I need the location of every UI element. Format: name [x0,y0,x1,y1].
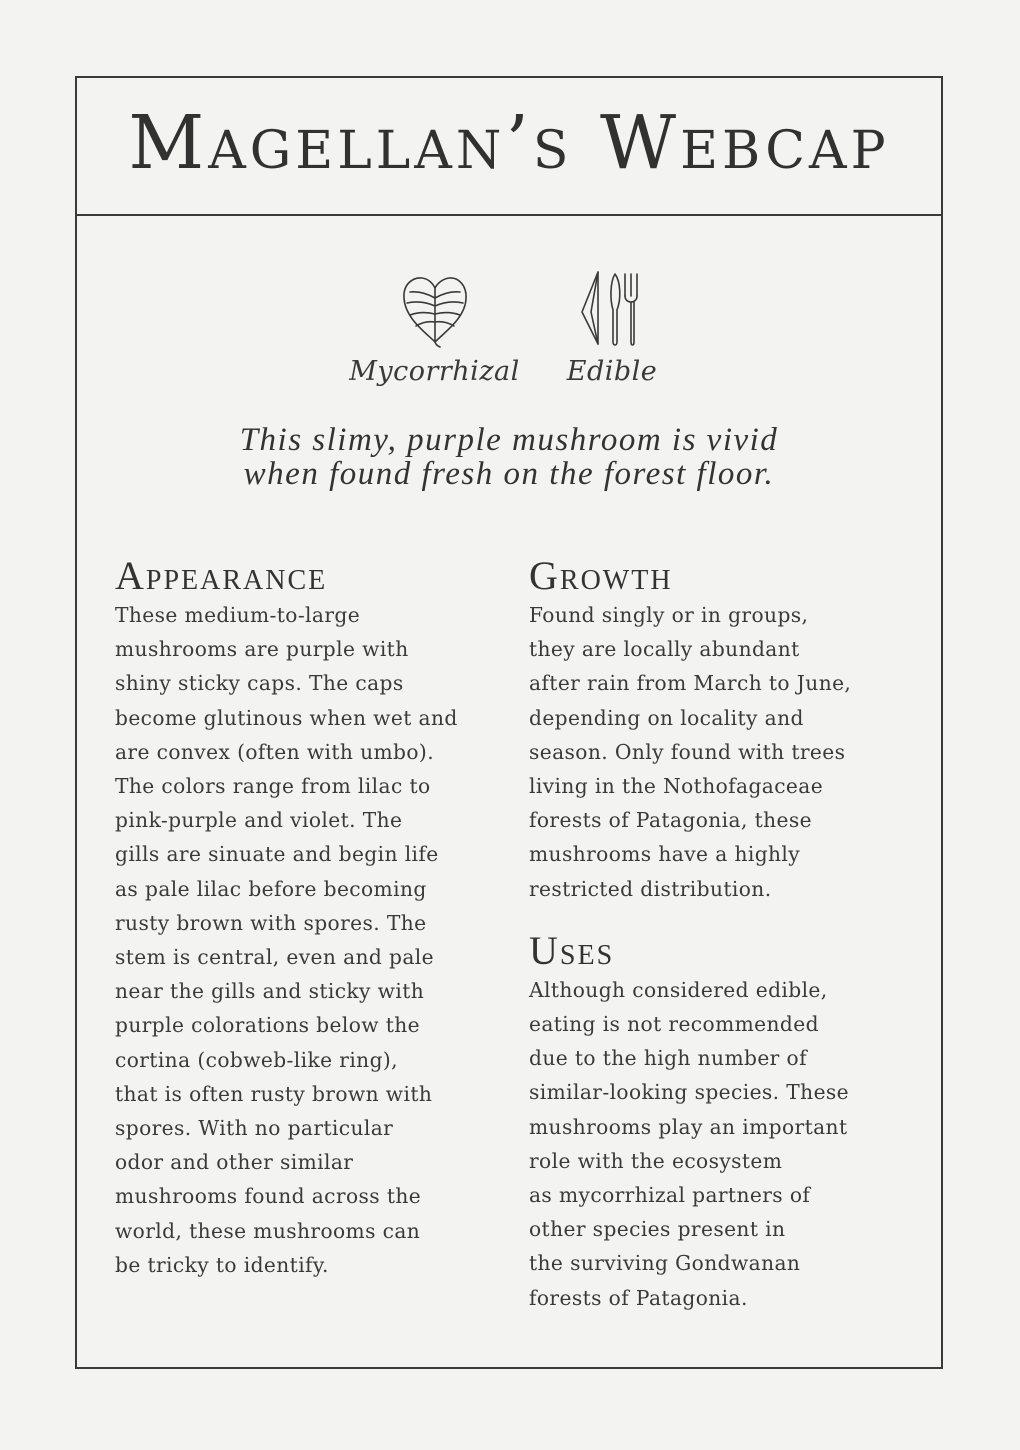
species-card [75,76,943,1369]
title-bar [77,78,941,216]
trait-mycorrhizal [347,268,522,387]
page-title: Magellan’s Webcap [128,100,890,186]
appearance-heading: Appearance [115,553,328,598]
growth-body: Found singly or in groups, they are locally abundant after rain from March to June, depending on locality and season. Only found with trees living in the Nothofagaceae forests of Patagonia, these mushrooms have a highly restricted distribution. [529,603,852,901]
trait-label-mycorrhizal: Mycorrhizal [349,356,520,387]
trait-label-edible: Edible [566,356,658,387]
right-column [529,553,919,1315]
trait-edible [547,268,677,387]
cutlery-icon [572,268,652,348]
uses-heading: Uses [529,927,615,973]
tagline [77,423,941,491]
trait-icons [77,268,941,408]
leaf-icon [395,268,475,348]
tagline-text: This slimy, purple mushroom is vivid when found fresh on the forest floor. [239,422,779,492]
growth-heading: Growth [529,553,673,598]
left-column [115,553,510,1282]
uses-body: Although considered edible, eating is not recommended due to the high number of similar-looking species. These mushrooms play an important role with the ecosystem as mycorrhizal partners of other species present in the surviving Gondwanan forests of Patagonia. [529,977,850,1310]
appearance-body: These medium-to-large mushrooms are purple with shiny sticky caps. The caps become glutinous when wet and are convex (often with umbo). The colors range from lilac to pink-purple and violet. The gills are sinuate and begin life as pale lilac before becoming rusty brown with spores. The stem is central, even and pale near the gills and sticky with purple colorations below the cortina (cobweb-like ring), that is often rusty brown with spores. With no particular odor and other similar mushrooms found across the world, these mushrooms can be tricky to identify. [115,603,458,1277]
